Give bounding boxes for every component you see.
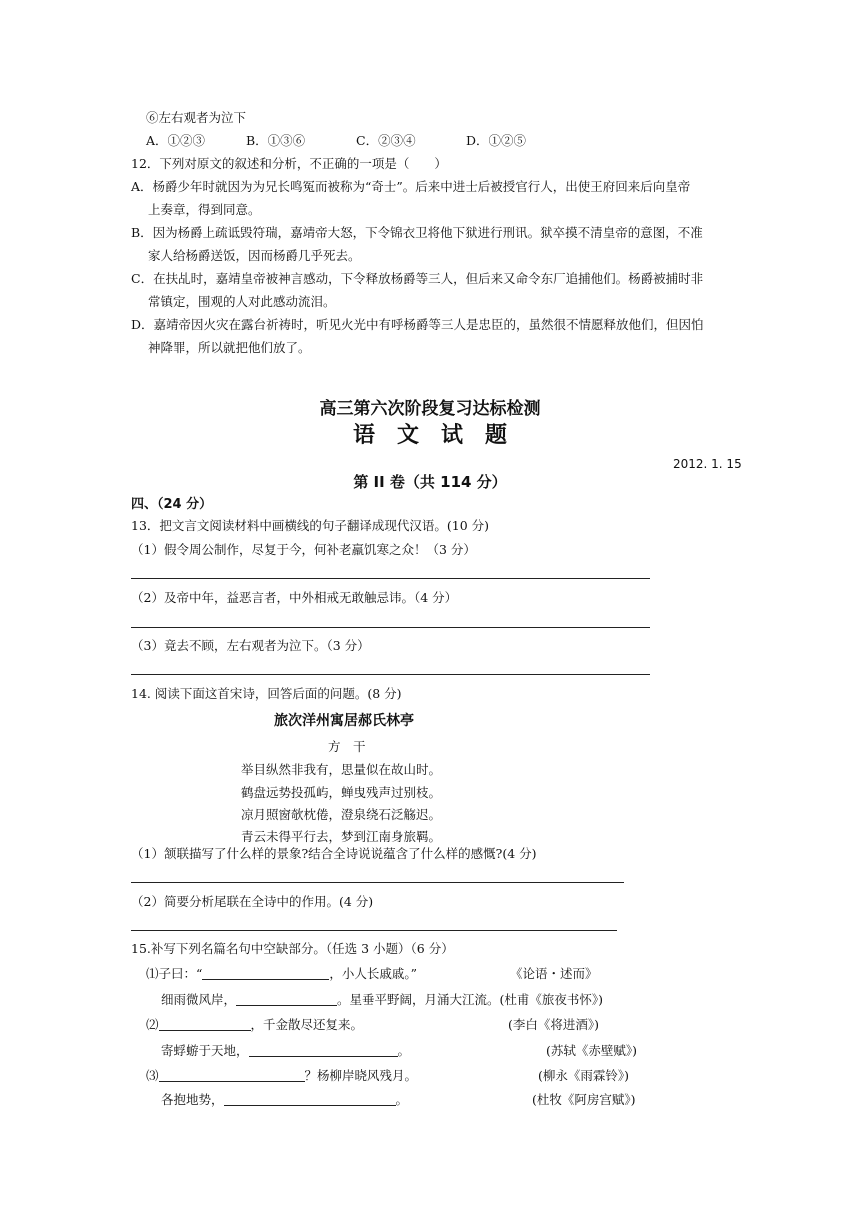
q15-row-5-source: (柳永《雨霖铃》) [538, 1068, 630, 1083]
q12-option-d-line2: 神降罪，所以就把他们放了。 [148, 340, 311, 355]
q15-row-2-pre: 细雨微风岸， [161, 992, 237, 1007]
q15-stem: 15.补写下列名篇名句中空缺部分。（任选 3 小题）（6 分） [131, 941, 454, 956]
q15-row-4-source: (苏轼《赤壁赋》) [546, 1043, 638, 1058]
q15-row-6-pre: 各抱地势， [161, 1092, 224, 1107]
q15-row-1 [146, 966, 417, 982]
fill-blank[interactable] [159, 1069, 305, 1082]
poem-line-4: 青云未得平行去，梦到江南身旅羁。 [241, 829, 442, 844]
fill-blank[interactable] [249, 1044, 398, 1057]
q15-row-5-post: ？杨柳岸晓风残月。 [304, 1068, 418, 1083]
subject-title: 语文试题 [352, 423, 529, 448]
q15-row-2-post: 。星垂平野阔，月涌大江流。(杜甫《旅夜书怀》) [337, 992, 604, 1007]
q15-row-4-pre: 寄蜉蝣于天地， [161, 1043, 249, 1058]
q15-row-4-post: 。 [397, 1043, 411, 1058]
q12-option-a-line1: A．杨爵少年时就因为为兄长鸣冤而被称为“奇士”。后来中进士后被授官行人，出使王府回来后向皇帝 [131, 179, 691, 194]
q15-row-5 [146, 1068, 417, 1084]
answer-line[interactable] [131, 930, 617, 931]
q12-option-a-line2: 上奏章，得到同意。 [148, 202, 261, 217]
q15-row-2 [161, 992, 603, 1008]
q13-item-2: （2）及帝中年，益恶言者，中外相戒无敢触忌讳。（4 分） [131, 590, 458, 605]
fill-blank[interactable] [159, 1018, 251, 1031]
q12-option-b-line1: B．因为杨爵上疏诋毁符瑞，嘉靖帝大怒，下令锦衣卫将他下狱进行刑讯。狱卒摸不清皇帝的意图，不准 [131, 225, 703, 240]
q15-row-1-post: ，小人长戚戚。” [329, 966, 418, 981]
answer-line[interactable] [131, 627, 650, 628]
q14-question-2: （2）简要分析尾联在全诗中的作用。(4 分) [131, 894, 374, 909]
q15-row-1-pre: ⑴子曰：“ [146, 966, 203, 981]
exam-title: 高三第六次阶段复习达标检测 [319, 399, 541, 419]
q15-row-1-source: 《论语・述而》 [510, 966, 598, 981]
q14-question-1: （1）颔联描写了什么样的景象?结合全诗说说蕴含了什么样的感慨?(4 分) [131, 846, 537, 861]
exam-date: 2012. 1. 15 [673, 457, 742, 471]
q11-option-d: D．①②⑤ [466, 133, 527, 148]
answer-line[interactable] [131, 882, 624, 883]
q12-option-d-line1: D．嘉靖帝因火灾在露台祈祷时，听见火光中有呼杨爵等三人是忠臣的，虽然很不情愿释放他们，但因怕 [131, 317, 704, 332]
q15-row-6 [161, 1092, 408, 1108]
q15-row-3-source: (李白《将进酒》) [508, 1017, 600, 1032]
fill-blank[interactable] [202, 967, 329, 980]
fill-blank[interactable] [224, 1093, 396, 1106]
q15-row-5-pre: ⑶ [146, 1068, 159, 1083]
poem-line-2: 鹤盘远势投孤屿，蝉曳残声过别枝。 [241, 785, 442, 800]
q11-option-b: B．①③⑥ [246, 133, 306, 148]
section-heading: 四、（24 分） [131, 497, 213, 512]
q14-stem: 14. 阅读下面这首宋诗，回答后面的问题。(8 分) [131, 686, 402, 701]
q11-option-c: C．②③④ [356, 133, 416, 148]
q15-row-3-post: ，千金散尽还复来。 [250, 1017, 364, 1032]
poem-line-1: 举目纵然非我有，思量似在故山时。 [241, 762, 442, 777]
q13-stem: 13．把文言文阅读材料中画横线的句子翻译成现代汉语。(10 分) [131, 518, 490, 533]
poem-line-3: 凉月照窗欹枕倦，澄泉绕石泛觞迟。 [241, 807, 442, 822]
q13-item-1: （1）假令周公制作，尽复于今，何补老羸饥寒之众！（3 分） [131, 542, 476, 557]
fill-blank[interactable] [236, 993, 337, 1006]
q15-row-3 [146, 1017, 363, 1033]
q15-row-4 [161, 1043, 410, 1059]
q15-row-6-source: (杜牧《阿房宫赋》) [532, 1092, 636, 1107]
q11-option-a: A．①②③ [146, 133, 206, 148]
answer-line[interactable] [131, 674, 650, 675]
volume-heading: 第 II 卷（共 114 分） [353, 473, 507, 491]
poem-title: 旅次洋州寓居郝氏林亭 [274, 713, 414, 729]
q15-row-6-post: 。 [395, 1092, 409, 1107]
q12-stem: 12．下列对原文的叙述和分析，不正确的一项是（ ） [131, 156, 447, 171]
q15-row-3-pre: ⑵ [146, 1017, 159, 1032]
q11-item-6: ⑥左右观者为泣下 [146, 110, 247, 125]
q12-option-c-line1: C．在扶乩时，嘉靖皇帝被神言感动，下令释放杨爵等三人，但后来又命令东厂追捕他们。杨爵被捕时非 [131, 271, 704, 286]
q12-option-b-line2: 家人给杨爵送饭，因而杨爵几乎死去。 [148, 248, 361, 263]
poem-author: 方 干 [328, 739, 366, 754]
answer-line[interactable] [131, 578, 650, 579]
q13-item-3: （3）竟去不顾，左右观者为泣下。（3 分） [131, 638, 370, 653]
q12-option-c-line2: 常镇定，围观的人对此感动流泪。 [148, 294, 336, 309]
